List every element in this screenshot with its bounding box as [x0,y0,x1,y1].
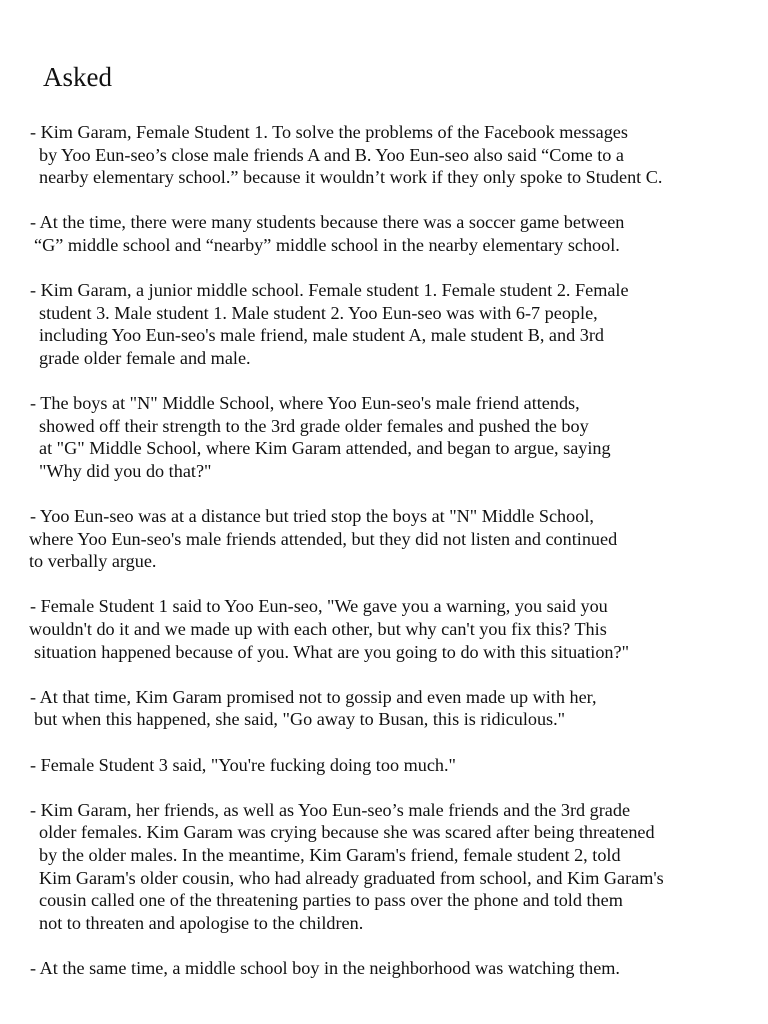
paragraph-line: where Yoo Eun-seo's male friends attended, but they did not listen and continued [29,528,618,549]
paragraph-line: not to threaten and apologise to the children. [39,912,364,933]
paragraph-line: - At the same time, a middle school boy in the neighborhood was watching them. [30,957,620,978]
document-body [0,121,768,1002]
paragraph-line: Kim Garam's older cousin, who had already graduated from school, and Kim Garam's [39,867,664,888]
paragraph-line: - Kim Garam, Female Student 1. To solve the problems of the Facebook messages [30,122,628,142]
paragraph-5 [0,505,768,573]
paragraph-line: - Kim Garam, her friends, as well as Yoo Eun-seo’s male friends and the 3rd grade [30,799,631,820]
paragraph-7 [0,686,768,731]
paragraph-line: showed off their strength to the 3rd grade older females and pushed the boy [39,415,589,436]
page-title: Asked [43,62,112,92]
paragraph-line: student 3. Male student 1. Male student 2. Yoo Eun-seo was with 6-7 people, [39,302,598,323]
paragraph-4 [0,392,768,482]
paragraph-3 [0,279,768,369]
paragraph-line: to verbally argue. [29,551,157,572]
paragraph-line: - Kim Garam, a junior middle school. Female student 1. Female student 2. Female [30,280,629,301]
paragraph-line: "Why did you do that?" [39,460,212,481]
paragraph-line: “G” middle school and “nearby” middle school in the nearby elementary school. [34,234,620,255]
paragraph-line: - Female Student 3 said, "You're fucking doing too much." [30,754,456,775]
paragraph-line: older females. Kim Garam was crying because she was scared after being threatened [39,822,655,843]
paragraph-line: by Yoo Eun-seo’s close male friends A and B. Yoo Eun-seo also said “Come to a [39,144,624,165]
paragraph-line: situation happened because of you. What are you going to do with this situation?" [34,641,630,662]
paragraph-6 [0,595,768,663]
paragraph-line: cousin called one of the threatening parties to pass over the phone and told them [39,890,623,911]
paragraph-line: - Female Student 1 said to Yoo Eun-seo, "We gave you a warning, you said you [30,596,608,617]
paragraph-line: - Yoo Eun-seo was at a distance but tried stop the boys at "N" Middle School, [30,506,594,527]
paragraph-line: grade older female and male. [39,347,251,368]
paragraph-8 [0,754,768,777]
paragraph-line: by the older males. In the meantime, Kim Garam's friend, female student 2, told [39,845,621,865]
paragraph-line: - The boys at "N" Middle School, where Yoo Eun-seo's male friend attends, [30,393,580,414]
paragraph-9 [0,799,768,935]
paragraph-line: at "G" Middle School, where Kim Garam attended, and began to argue, saying [39,438,611,459]
paragraph-2 [0,211,768,256]
paragraph-1 [0,121,768,189]
paragraph-line: - At the time, there were many students because there was a soccer game between [30,212,625,233]
paragraph-10 [0,957,768,980]
paragraph-line: - At that time, Kim Garam promised not to gossip and even made up with her, [30,686,597,707]
paragraph-line: nearby elementary school.” because it wouldn’t work if they only spoke to Student C. [39,167,663,188]
paragraph-line: wouldn't do it and we made up with each other, but why can't you fix this? This [29,619,607,640]
paragraph-line: but when this happened, she said, "Go away to Busan, this is ridiculous." [34,709,566,730]
paragraph-line: including Yoo Eun-seo's male friend, male student A, male student B, and 3rd [39,325,604,346]
